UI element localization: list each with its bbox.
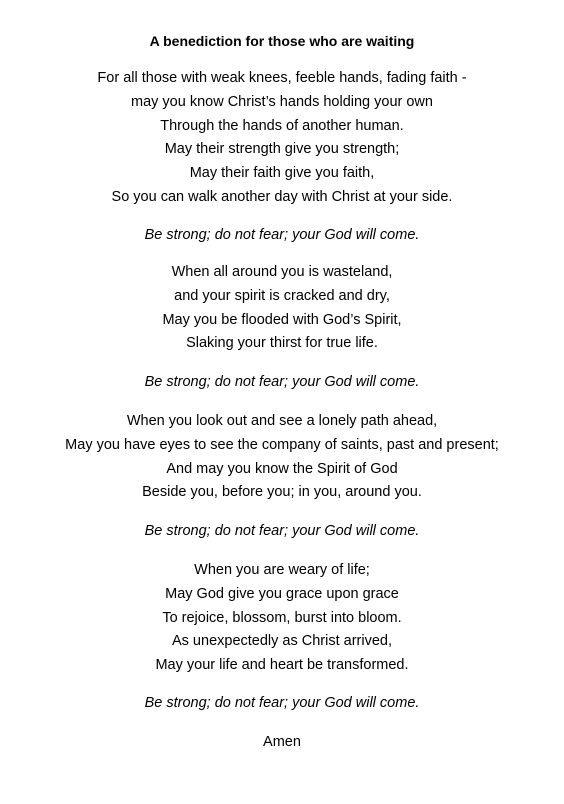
stanza-line: As unexpectedly as Christ arrived, <box>171 633 392 650</box>
refrain-2: Be strong; do not fear; your God will come. <box>144 374 420 390</box>
stanza-line: May their faith give you faith, <box>189 165 375 182</box>
refrain-3: Be strong; do not fear; your God will come. <box>144 523 420 539</box>
stanza-line: When all around you is wasteland, <box>171 264 393 280</box>
stanza-line: Slaking your thirst for true life. <box>186 335 378 352</box>
stanza-line: Beside you, before you; in you, around you. <box>142 484 422 501</box>
stanza-line: May you have eyes to see the company of saints, past and present; <box>65 436 499 453</box>
refrain-1: Be strong; do not fear; your God will come. <box>144 227 420 243</box>
document-title: A benediction for those who are waiting <box>149 33 415 49</box>
stanza-line: To rejoice, blossom, burst into bloom. <box>162 609 402 626</box>
closing-amen: Amen <box>263 734 301 750</box>
stanza-3 <box>0 410 564 505</box>
stanza-1 <box>0 67 564 210</box>
stanza-line: For all those with weak knees, feeble hands, fading faith - <box>97 70 467 86</box>
refrain-4: Be strong; do not fear; your God will come. <box>144 695 420 711</box>
stanza-line: And may you know the Spirit of God <box>166 460 398 477</box>
stanza-line: and your spirit is cracked and dry, <box>174 287 390 304</box>
stanza-line: May your life and heart be transformed. <box>155 657 409 674</box>
stanza-line: Through the hands of another human. <box>160 117 404 134</box>
stanza-2 <box>0 261 564 356</box>
stanza-line: When you are weary of life; <box>194 562 370 578</box>
stanza-4 <box>0 559 564 678</box>
stanza-line: May their strength give you strength; <box>164 141 400 158</box>
stanza-line: May you be flooded with God’s Spirit, <box>162 311 402 328</box>
stanza-line: So you can walk another day with Christ at your side. <box>111 188 453 205</box>
stanza-line: may you know Christ’s hands holding your own <box>131 93 433 110</box>
stanza-line: When you look out and see a lonely path ahead, <box>126 413 438 429</box>
stanza-line: May God give you grace upon grace <box>165 585 399 602</box>
